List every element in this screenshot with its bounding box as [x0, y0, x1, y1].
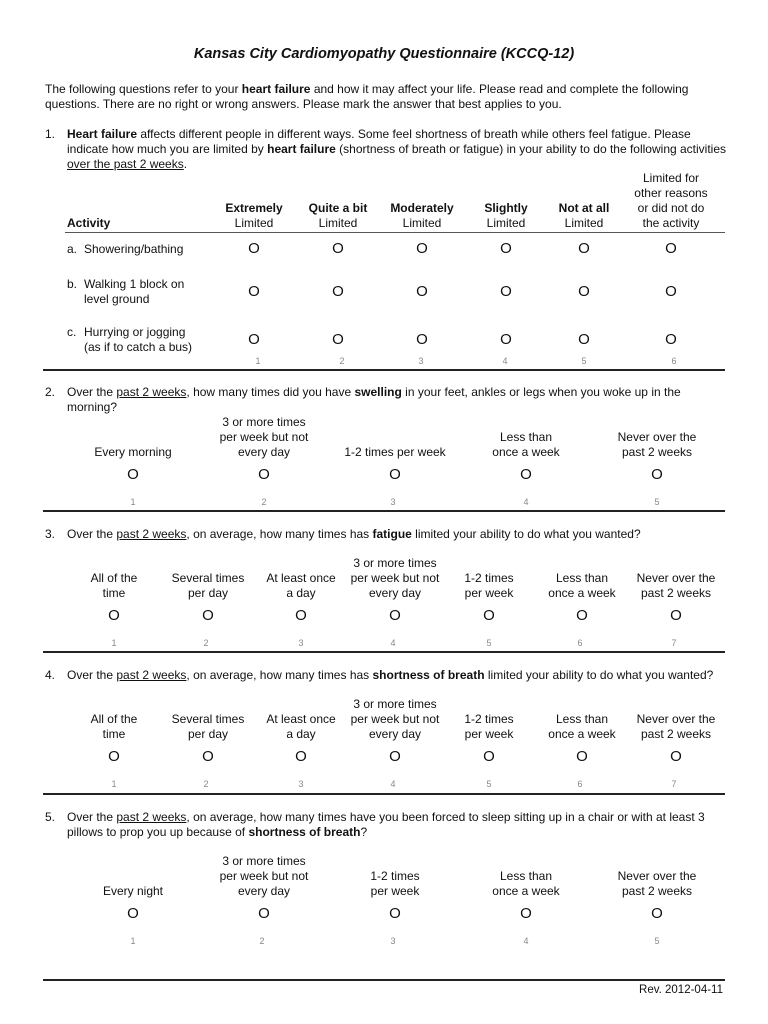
question-4-number: 4. [45, 668, 56, 682]
q4-scale-number-5: 5 [486, 779, 492, 789]
q1c-option-2-radio[interactable]: O [332, 331, 344, 348]
q3-scale-number-4: 4 [390, 638, 396, 648]
section-divider-3 [43, 651, 725, 653]
column-header-limited-other-reasons: Limited for other reasons or did not do the activity [634, 171, 708, 230]
q1a-option-6-radio[interactable]: O [665, 240, 677, 257]
q4-option-1-radio[interactable]: O [108, 748, 120, 765]
q1a-option-2-radio[interactable]: O [332, 240, 344, 257]
q3-option-label-1: All of the time [90, 571, 138, 600]
q1-scale-number-6: 6 [671, 356, 677, 366]
q5-scale-number-4: 4 [523, 936, 529, 946]
q4-scale-number-6: 6 [577, 779, 583, 789]
q1a-option-3-radio[interactable]: O [416, 240, 428, 257]
q4-scale-number-3: 3 [298, 779, 304, 789]
activity-row-c-label: c. Hurrying or jogging (as if to catch a bus) [67, 325, 193, 354]
q1b-option-6-radio[interactable]: O [665, 283, 677, 300]
q1c-option-3-radio[interactable]: O [416, 331, 428, 348]
q4-option-6-radio[interactable]: O [576, 748, 588, 765]
page-title: Kansas City Cardiomyopathy Questionnaire (KCCQ-12) [193, 46, 575, 62]
column-header-quite-a-bit-limited: Quite a bit Limited [308, 201, 368, 230]
question-5-text: Over the past 2 weeks, on average, how many times have you been forced to sleep sitting up in a chair or with at least 3 pillows to prop you up because of shortness of breath? [67, 810, 705, 839]
q3-option-label-3: At least once a day [266, 571, 336, 600]
q4-option-label-7: Never over the past 2 weeks [636, 712, 716, 741]
q3-scale-number-6: 6 [577, 638, 583, 648]
q5-option-5-radio[interactable]: O [651, 905, 663, 922]
q1-scale-number-1: 1 [255, 356, 261, 366]
column-header-slightly-limited: Slightly Limited [484, 201, 528, 230]
q2-option-label-1: Every morning [94, 445, 172, 459]
q1b-option-4-radio[interactable]: O [500, 283, 512, 300]
q2-scale-number-4: 4 [523, 497, 529, 507]
section-divider-4 [43, 793, 725, 795]
q4-scale-number-1: 1 [111, 779, 117, 789]
revision-label: Rev. 2012-04-11 [639, 984, 723, 996]
q3-option-label-7: Never over the past 2 weeks [636, 571, 716, 600]
q2-option-2-radio[interactable]: O [258, 466, 270, 483]
column-header-extremely-limited: Extremely Limited [225, 201, 283, 230]
q5-option-label-2: 3 or more times per week but not every day [219, 854, 309, 898]
question-2-number: 2. [45, 385, 56, 399]
q5-scale-number-5: 5 [654, 936, 660, 946]
q2-scale-number-1: 1 [130, 497, 136, 507]
q1c-option-4-radio[interactable]: O [500, 331, 512, 348]
q3-scale-number-2: 2 [203, 638, 209, 648]
q1b-option-5-radio[interactable]: O [578, 283, 590, 300]
section-divider-1 [43, 369, 725, 371]
q5-scale-number-1: 1 [130, 936, 136, 946]
q3-scale-number-3: 3 [298, 638, 304, 648]
q4-scale-number-2: 2 [203, 779, 209, 789]
q2-option-1-radio[interactable]: O [127, 466, 139, 483]
question-1-text: Heart failure affects different people in different ways. Some feel shortness of breath while others feel fatigue. Please indicate how much you are limited by heart failure (shortness of breath or fatigue) in your ability to do the following activities over the past 2 weeks. [67, 127, 727, 171]
q4-option-label-1: All of the time [90, 712, 138, 741]
q2-option-4-radio[interactable]: O [520, 466, 532, 483]
q3-scale-number-7: 7 [671, 638, 677, 648]
q4-scale-number-7: 7 [671, 779, 677, 789]
q5-option-label-1: Every night [102, 884, 164, 898]
q5-option-1-radio[interactable]: O [127, 905, 139, 922]
q3-option-7-radio[interactable]: O [670, 607, 682, 624]
q4-option-label-2: Several times per day [171, 712, 245, 741]
question-3-number: 3. [45, 527, 56, 541]
q4-option-4-radio[interactable]: O [389, 748, 401, 765]
q1a-option-1-radio[interactable]: O [248, 240, 260, 257]
question-5-number: 5. [45, 810, 56, 824]
intro-paragraph: The following questions refer to your heart failure and how it may affect your life. Please read and complete the following questions. There are no right or wrong answers. Please mark the answer that best applies to you. [45, 82, 689, 111]
column-header-moderately-limited: Moderately Limited [390, 201, 454, 230]
q1-scale-number-4: 4 [502, 356, 508, 366]
q2-option-label-2: 3 or more times per week but not every day [219, 415, 309, 459]
q3-option-6-radio[interactable]: O [576, 607, 588, 624]
question-3-text: Over the past 2 weeks, on average, how many times has fatigue limited your ability to do what you wanted? [67, 527, 641, 541]
q2-option-label-4: Less than once a week [492, 430, 560, 459]
q5-option-2-radio[interactable]: O [258, 905, 270, 922]
q1a-option-5-radio[interactable]: O [578, 240, 590, 257]
q3-option-label-5: 1-2 times per week [464, 571, 514, 600]
q4-option-5-radio[interactable]: O [483, 748, 495, 765]
q1b-option-2-radio[interactable]: O [332, 283, 344, 300]
q1b-option-3-radio[interactable]: O [416, 283, 428, 300]
q4-option-label-4: 3 or more times per week but not every day [350, 697, 440, 741]
q1c-option-1-radio[interactable]: O [248, 331, 260, 348]
q2-option-5-radio[interactable]: O [651, 466, 663, 483]
q3-option-2-radio[interactable]: O [202, 607, 214, 624]
q5-option-label-3: 1-2 times per week [370, 869, 420, 898]
q2-scale-number-5: 5 [654, 497, 660, 507]
q1-scale-number-5: 5 [581, 356, 587, 366]
q3-option-label-4: 3 or more times per week but not every day [350, 556, 440, 600]
q5-scale-number-3: 3 [390, 936, 396, 946]
q1c-option-5-radio[interactable]: O [578, 331, 590, 348]
q1c-option-6-radio[interactable]: O [665, 331, 677, 348]
q1b-option-1-radio[interactable]: O [248, 283, 260, 300]
q2-scale-number-3: 3 [390, 497, 396, 507]
q3-option-label-6: Less than once a week [548, 571, 616, 600]
question-1-number: 1. [45, 127, 56, 141]
q4-option-7-radio[interactable]: O [670, 748, 682, 765]
activity-column-header: Activity [67, 216, 111, 230]
q4-scale-number-4: 4 [390, 779, 396, 789]
q5-scale-number-2: 2 [259, 936, 265, 946]
activity-row-a-label: a. Showering/bathing [67, 242, 184, 256]
q1-scale-number-3: 3 [418, 356, 424, 366]
q4-option-3-radio[interactable]: O [295, 748, 307, 765]
activity-row-b-label: b. Walking 1 block on level ground [67, 277, 185, 306]
q3-scale-number-1: 1 [111, 638, 117, 648]
table-header-divider [65, 232, 725, 233]
q4-option-2-radio[interactable]: O [202, 748, 214, 765]
q5-option-label-4: Less than once a week [492, 869, 560, 898]
q2-scale-number-2: 2 [261, 497, 267, 507]
q5-option-3-radio[interactable]: O [389, 905, 401, 922]
column-header-not-at-all-limited: Not at all Limited [558, 201, 610, 230]
q2-option-3-radio[interactable]: O [389, 466, 401, 483]
q2-option-label-5: Never over the past 2 weeks [617, 430, 697, 459]
q5-option-4-radio[interactable]: O [520, 905, 532, 922]
q3-option-label-2: Several times per day [171, 571, 245, 600]
q3-option-5-radio[interactable]: O [483, 607, 495, 624]
q4-option-label-6: Less than once a week [548, 712, 616, 741]
footer-divider [43, 979, 725, 981]
q1-scale-number-2: 2 [339, 356, 345, 366]
question-4-text: Over the past 2 weeks, on average, how many times has shortness of breath limited your ability to do what you wanted? [67, 668, 714, 682]
q3-option-1-radio[interactable]: O [108, 607, 120, 624]
question-2-text: Over the past 2 weeks, how many times did you have swelling in your feet, ankles or legs when you woke up in the morning? [67, 385, 681, 414]
q2-option-label-3: 1-2 times per week [344, 445, 446, 459]
q1a-option-4-radio[interactable]: O [500, 240, 512, 257]
q4-option-label-3: At least once a day [266, 712, 336, 741]
q3-scale-number-5: 5 [486, 638, 492, 648]
section-divider-2 [43, 510, 725, 512]
q5-option-label-5: Never over the past 2 weeks [617, 869, 697, 898]
q3-option-4-radio[interactable]: O [389, 607, 401, 624]
q3-option-3-radio[interactable]: O [295, 607, 307, 624]
q4-option-label-5: 1-2 times per week [464, 712, 514, 741]
